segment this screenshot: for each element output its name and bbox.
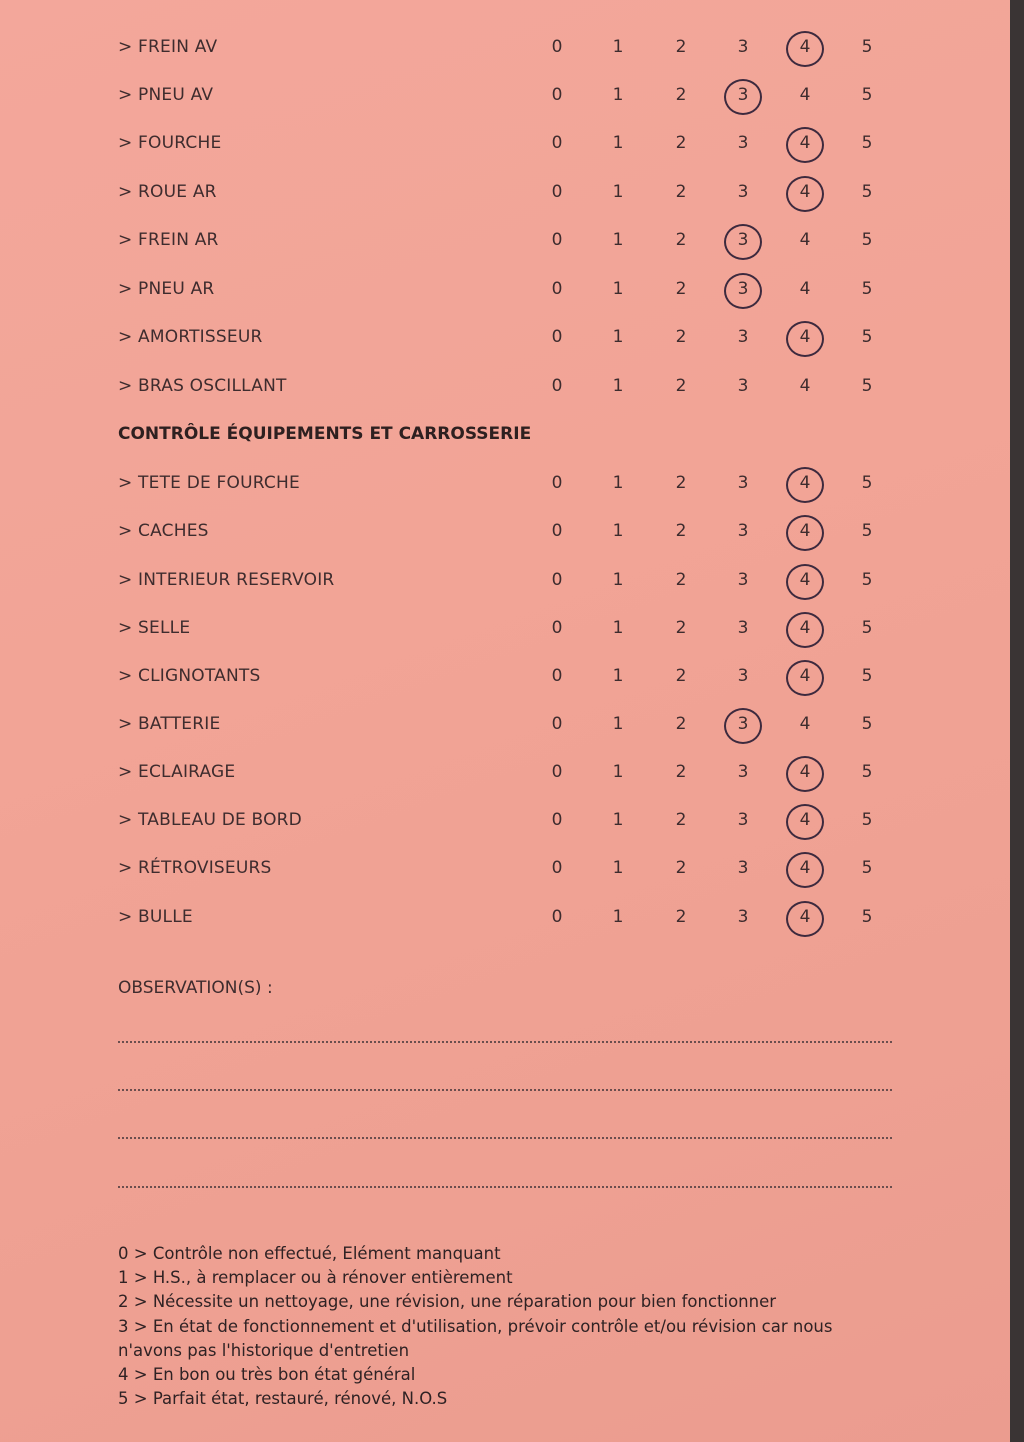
circled-score: 3: [728, 85, 758, 105]
row-label: > ROUE AR: [118, 182, 217, 202]
score-option: 2: [675, 521, 687, 541]
score-option: 1: [612, 279, 624, 299]
score-option: 2: [675, 714, 687, 734]
row-label: > AMORTISSEUR: [118, 327, 263, 347]
score-option: 1: [612, 376, 624, 396]
score-scale: [0, 129, 1010, 159]
score-option: 1: [612, 473, 624, 493]
score-option: 5: [861, 85, 873, 105]
score-option: 2: [675, 37, 687, 57]
score-option: 5: [861, 618, 873, 638]
score-option: 4: [799, 230, 811, 250]
score-option: 5: [861, 762, 873, 782]
score-option: 5: [861, 907, 873, 927]
score-option: 2: [675, 473, 687, 493]
row-label: > PNEU AR: [118, 279, 215, 299]
score-scale: [0, 614, 1010, 644]
score-option: 5: [861, 666, 873, 686]
observation-line: [118, 1137, 892, 1139]
rating-row: [0, 662, 1010, 692]
legend-item: 5 > Parfait état, restauré, rénové, N.O.S: [118, 1389, 448, 1409]
score-option: 0: [551, 762, 563, 782]
score-option: 4: [799, 714, 811, 734]
score-scale: [0, 854, 1010, 884]
score-scale: [0, 517, 1010, 547]
row-label: > BRAS OSCILLANT: [118, 376, 287, 396]
row-label: > FREIN AR: [118, 230, 219, 250]
score-option: 0: [551, 85, 563, 105]
score-scale: [0, 903, 1010, 933]
score-option: 1: [612, 133, 624, 153]
circled-score: 4: [790, 762, 820, 782]
rating-row: [0, 469, 1010, 499]
score-scale: [0, 226, 1010, 256]
score-option: 3: [737, 570, 749, 590]
score-scale: [0, 806, 1010, 836]
score-option: 3: [737, 133, 749, 153]
circled-score: 4: [790, 570, 820, 590]
row-label: > BULLE: [118, 907, 193, 927]
score-scale: [0, 372, 1010, 402]
row-label: > RÉTROVISEURS: [118, 858, 272, 878]
score-option: 1: [612, 327, 624, 347]
score-option: 2: [675, 810, 687, 830]
score-scale: [0, 469, 1010, 499]
score-option: 1: [612, 37, 624, 57]
score-option: 0: [551, 521, 563, 541]
circled-score: 4: [790, 473, 820, 493]
score-option: 5: [861, 182, 873, 202]
score-scale: [0, 323, 1010, 353]
score-scale: [0, 178, 1010, 208]
rating-row: [0, 81, 1010, 111]
rating-row: [0, 566, 1010, 596]
score-option: 5: [861, 570, 873, 590]
score-option: 2: [675, 182, 687, 202]
score-option: 3: [737, 521, 749, 541]
score-option: 2: [675, 376, 687, 396]
score-option: 3: [737, 618, 749, 638]
circled-score: 4: [790, 666, 820, 686]
score-option: 5: [861, 230, 873, 250]
score-option: 1: [612, 521, 624, 541]
score-option: 1: [612, 762, 624, 782]
rating-row: [0, 226, 1010, 256]
legend-item: 0 > Contrôle non effectué, Elément manquant: [118, 1244, 501, 1263]
score-option: 5: [861, 327, 873, 347]
observation-line: [118, 1041, 892, 1043]
score-scale: [0, 758, 1010, 788]
score-option: 5: [861, 37, 873, 57]
score-option: 2: [675, 570, 687, 590]
rating-row: [0, 854, 1010, 884]
score-scale: [0, 566, 1010, 596]
row-label: > TETE DE FOURCHE: [118, 473, 300, 493]
score-option: 0: [551, 37, 563, 57]
circled-score: 3: [728, 279, 758, 299]
score-option: 0: [551, 279, 563, 299]
row-label: > CACHES: [118, 521, 209, 541]
score-option: 5: [861, 279, 873, 299]
score-option: 4: [799, 85, 811, 105]
score-option: 4: [799, 279, 811, 299]
score-scale: [0, 81, 1010, 111]
score-scale: [0, 275, 1010, 305]
circled-score: 4: [790, 182, 820, 202]
row-label: > INTERIEUR RESERVOIR: [118, 570, 335, 590]
score-option: 0: [551, 182, 563, 202]
score-option: 0: [551, 376, 563, 396]
rating-row: [0, 903, 1010, 933]
observation-line: [118, 1089, 892, 1091]
observations-label: OBSERVATION(S) :: [118, 978, 273, 998]
rating-row: [0, 710, 1010, 740]
score-option: 0: [551, 858, 563, 878]
rating-row: [0, 323, 1010, 353]
row-label: > ECLAIRAGE: [118, 762, 236, 782]
score-option: 1: [612, 230, 624, 250]
score-option: 3: [737, 327, 749, 347]
row-label: > PNEU AV: [118, 85, 214, 105]
score-option: 0: [551, 570, 563, 590]
legend-item: 4 > En bon ou très bon état général: [118, 1365, 416, 1385]
row-label: > FREIN AV: [118, 37, 218, 57]
score-option: 2: [675, 666, 687, 686]
legend-item: 1 > H.S., à remplacer ou à rénover entièrement: [118, 1268, 513, 1288]
score-scale: [0, 710, 1010, 740]
score-option: 0: [551, 714, 563, 734]
score-option: 0: [551, 327, 563, 347]
rating-row: [0, 33, 1010, 63]
score-option: 0: [551, 230, 563, 250]
observation-line: [118, 1186, 892, 1188]
score-option: 1: [612, 666, 624, 686]
score-option: 2: [675, 762, 687, 782]
score-option: 0: [551, 618, 563, 638]
score-option: 3: [737, 37, 749, 57]
legend-item: 3 > En état de fonctionnement et d'utilisation, prévoir contrôle et/ou révision car nous n'avons pas l'historique d'entretien: [118, 1316, 833, 1360]
score-option: 0: [551, 907, 563, 927]
score-option: 1: [612, 85, 624, 105]
score-option: 5: [861, 858, 873, 878]
score-option: 2: [675, 327, 687, 347]
circled-score: 4: [790, 327, 820, 347]
score-option: 2: [675, 279, 687, 299]
circled-score: 4: [790, 858, 820, 878]
score-option: 0: [551, 473, 563, 493]
score-option: 1: [612, 714, 624, 734]
circled-score: 4: [790, 618, 820, 638]
score-option: 2: [675, 618, 687, 638]
rating-row: [0, 758, 1010, 788]
score-option: 3: [737, 810, 749, 830]
section-title: CONTRÔLE ÉQUIPEMENTS ET CARROSSERIE: [118, 424, 532, 444]
legend-item: 2 > Nécessite un nettoyage, une révision, une réparation pour bien fonctionner: [118, 1292, 777, 1312]
score-option: 0: [551, 133, 563, 153]
rating-row: [0, 614, 1010, 644]
score-option: 5: [861, 714, 873, 734]
row-label: > BATTERIE: [118, 714, 221, 734]
circled-score: 4: [790, 133, 820, 153]
rating-row: [0, 517, 1010, 547]
score-option: 2: [675, 230, 687, 250]
score-option: 5: [861, 521, 873, 541]
row-label: > TABLEAU DE BORD: [118, 810, 302, 830]
score-option: 2: [675, 85, 687, 105]
rating-row: [0, 806, 1010, 836]
score-option: 3: [737, 473, 749, 493]
score-option: 1: [612, 618, 624, 638]
circled-score: 3: [728, 714, 758, 734]
score-option: 3: [737, 666, 749, 686]
score-option: 5: [861, 376, 873, 396]
score-option: 2: [675, 133, 687, 153]
score-scale: [0, 33, 1010, 63]
score-option: 3: [737, 182, 749, 202]
score-option: 3: [737, 762, 749, 782]
rating-row: [0, 129, 1010, 159]
circled-score: 4: [790, 521, 820, 541]
score-option: 3: [737, 376, 749, 396]
score-option: 0: [551, 810, 563, 830]
score-option: 2: [675, 858, 687, 878]
score-scale: [0, 662, 1010, 692]
row-label: > SELLE: [118, 618, 191, 638]
score-option: 5: [861, 133, 873, 153]
score-option: 5: [861, 473, 873, 493]
score-option: 1: [612, 907, 624, 927]
score-option: 3: [737, 907, 749, 927]
rating-row: [0, 275, 1010, 305]
rating-row: [0, 372, 1010, 402]
score-option: 4: [799, 376, 811, 396]
circled-score: 4: [790, 810, 820, 830]
rating-row: [0, 178, 1010, 208]
score-option: 2: [675, 907, 687, 927]
score-option: 1: [612, 182, 624, 202]
score-option: 3: [737, 858, 749, 878]
score-option: 0: [551, 666, 563, 686]
score-option: 1: [612, 858, 624, 878]
circled-score: 3: [728, 230, 758, 250]
row-label: > FOURCHE: [118, 133, 222, 153]
circled-score: 4: [790, 37, 820, 57]
score-option: 5: [861, 810, 873, 830]
score-option: 1: [612, 810, 624, 830]
rating-legend: [118, 1242, 888, 1411]
circled-score: 4: [790, 907, 820, 927]
row-label: > CLIGNOTANTS: [118, 666, 261, 686]
score-option: 1: [612, 570, 624, 590]
